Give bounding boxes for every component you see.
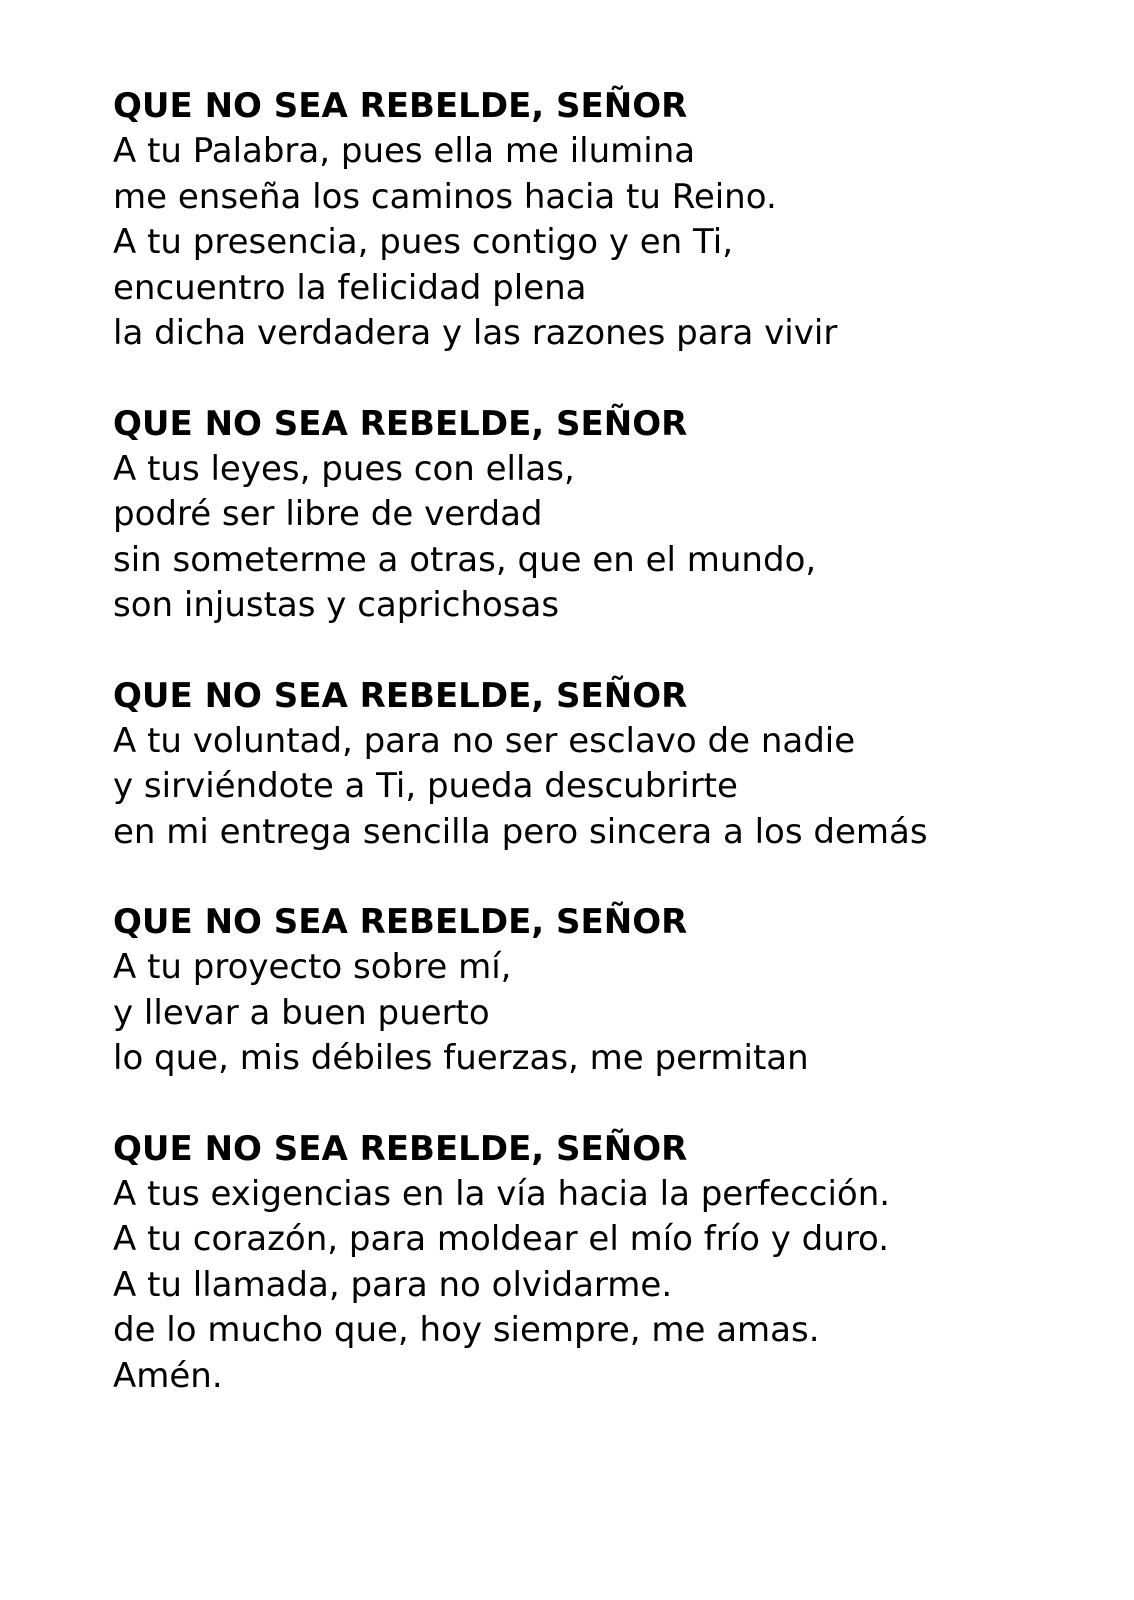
verse-line: A tu llamada, para no olvidarme.: [113, 1264, 673, 1305]
verse-line: A tus leyes, pues con ellas,: [113, 448, 575, 489]
verse-line: y llevar a buen puerto: [113, 992, 490, 1033]
verse-line: encuentro la felicidad plena: [113, 267, 587, 308]
verse-line: me enseña los caminos hacia tu Reino.: [113, 176, 777, 217]
verse-line: y sirviéndote a Ti, pueda descubrirte: [113, 766, 738, 806]
stanza-heading: QUE NO SEA REBELDE, SEÑOR: [113, 902, 688, 942]
verse-line: A tu presencia, pues contigo y en Ti,: [113, 222, 734, 262]
verse-line: lo que, mis débiles fuerzas, me permitan: [113, 1038, 809, 1078]
stanza-5: [113, 1127, 1113, 1400]
stanza-heading: QUE NO SEA REBELDE, SEÑOR: [113, 675, 688, 716]
verse-line: son injustas y caprichosas: [113, 585, 560, 625]
closing-line: Amén.: [113, 1355, 223, 1396]
stanza-2: [113, 402, 1113, 629]
stanza-1: [113, 84, 1113, 357]
verse-line: A tu proyecto sobre mí,: [113, 947, 512, 987]
prayer-document: [113, 84, 1113, 1399]
stanza-heading: QUE NO SEA REBELDE, SEÑOR: [113, 403, 688, 444]
stanza-heading: QUE NO SEA REBELDE, SEÑOR: [113, 1128, 688, 1169]
stanza-3: [113, 674, 1113, 856]
stanza-spacer: [113, 629, 1113, 674]
stanza-spacer: [113, 1082, 1113, 1127]
verse-line: A tu corazón, para moldear el mío frío y duro.: [113, 1219, 890, 1259]
stanza-4: [113, 900, 1113, 1082]
stanza-spacer: [113, 855, 1113, 900]
verse-line: sin someterme a otras, que en el mundo,: [113, 539, 817, 580]
verse-line: podré ser libre de verdad: [113, 494, 543, 534]
verse-line: en mi entrega sencilla pero sincera a los demás: [113, 811, 928, 852]
verse-line: de lo mucho que, hoy siempre, me amas.: [113, 1310, 820, 1350]
stanza-heading: QUE NO SEA REBELDE, SEÑOR: [113, 86, 688, 126]
stanza-spacer: [113, 357, 1113, 402]
verse-line: A tus exigencias en la vía hacia la perfección.: [113, 1173, 891, 1214]
verse-line: la dicha verdadera y las razones para vivir: [113, 313, 838, 353]
verse-line: A tu voluntad, para no ser esclavo de nadie: [113, 720, 856, 761]
verse-line: A tu Palabra, pues ella me ilumina: [113, 131, 696, 171]
